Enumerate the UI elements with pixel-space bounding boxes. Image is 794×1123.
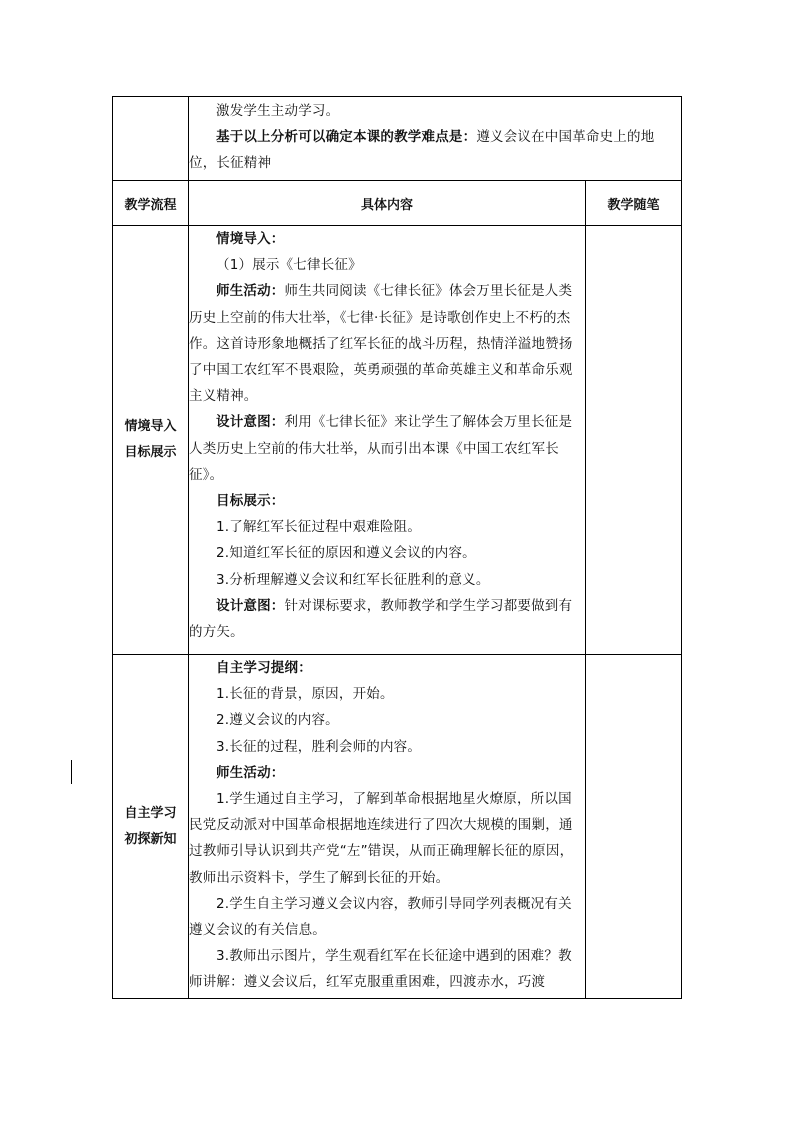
section2-activity-heading: 师生活动： xyxy=(216,764,285,781)
text-cursor xyxy=(71,760,72,784)
section1-show: （1）展示《七律长征》 xyxy=(216,257,362,274)
section1-label-line2: 目标展示 xyxy=(124,445,177,460)
header-row xyxy=(113,181,682,226)
section2-outline-heading: 自主学习提纲： xyxy=(216,660,312,676)
section1-heading: 情境导入： xyxy=(216,231,285,247)
section1-activity: 师生活动：师生共同阅读《七律长征》体会万里长征是人类历史上空前的伟大壮举，《七律·长征》是诗歌创作史上不朽的杰作。这首诗形象地概括了红军长征的战斗历程，热情洋溢地赞扬了中国工农红军不畏艰险，英勇顽强的革命英雄主义和革命乐观主义精神。 xyxy=(189,283,573,405)
header-process: 教学流程 xyxy=(113,181,189,226)
section2-content xyxy=(189,655,586,999)
section1-label xyxy=(113,226,189,655)
section1-notes-cell xyxy=(586,226,682,655)
section1-goal1: 1.了解红军长征过程中艰难险阻。 xyxy=(216,519,422,536)
section1-content xyxy=(189,226,586,655)
section2-label-line2: 初探新知 xyxy=(124,831,177,847)
section2-act1: 1.学生通过自主学习，了解到革命根据地星火燎原，所以国民党反动派对中国革命根据地连续进行了四次大规模的围剿，通过教师引导认识到共产党“左”错误，从而正确理解长征的原因，教师出示资料卡，学生了解到长征的开始。 xyxy=(189,791,574,886)
difficulty-text: 遵义会议在中国革命史上的地位，长征精神 xyxy=(189,129,655,172)
section2-label-line1: 自主学习 xyxy=(124,805,177,821)
section-intro-goals-row xyxy=(113,226,682,655)
intro-row xyxy=(113,97,682,181)
difficulty-prefix: 基于以上分析可以确定本课的教学难点是： xyxy=(216,129,477,146)
section2-item1: 1.长征的背景，原因，开始。 xyxy=(216,686,394,703)
section1-design2: 设计意图：针对课标要求，教师教学和学生学习都要做到有的方矢。 xyxy=(189,597,573,641)
difficulty-paragraph xyxy=(189,124,673,176)
intro-line: 激发学生主动学习。 xyxy=(216,103,340,119)
section2-item2: 2.遵义会议的内容。 xyxy=(216,712,339,729)
section1-goals-heading: 目标展示： xyxy=(216,493,285,510)
section2-notes-cell xyxy=(586,655,682,999)
section-self-study-row xyxy=(113,655,682,999)
section1-label-line1: 情境导入 xyxy=(124,419,177,434)
lesson-plan-table xyxy=(112,96,682,999)
section1-design: 设计意图：利用《七律长征》来让学生了解体会万里长征是人类历史上空前的伟大壮举，从而引出本课《中国工农红军长征》。 xyxy=(189,414,573,483)
section2-label xyxy=(113,655,189,999)
section2-item3: 3.长征的过程，胜利会师的内容。 xyxy=(216,738,422,755)
intro-empty-cell xyxy=(113,97,189,181)
header-content: 具体内容 xyxy=(189,181,586,226)
section2-act3: 3.教师出示图片，学生观看红军在长征途中遇到的困难？教师讲解：遵义会议后，红军克服重重困难，四渡赤水，巧渡 xyxy=(189,948,572,991)
section1-goal2: 2.知道红军长征的原因和遵义会议的内容。 xyxy=(216,545,476,562)
section1-goal3: 3.分析理解遵义会议和红军长征胜利的意义。 xyxy=(216,571,490,588)
intro-content-cell xyxy=(189,97,682,181)
header-notes: 教学随笔 xyxy=(586,181,682,226)
section2-act2: 2.学生自主学习遵义会议内容，教师引导同学列表概况有关遵义会议的有关信息。 xyxy=(189,895,572,939)
